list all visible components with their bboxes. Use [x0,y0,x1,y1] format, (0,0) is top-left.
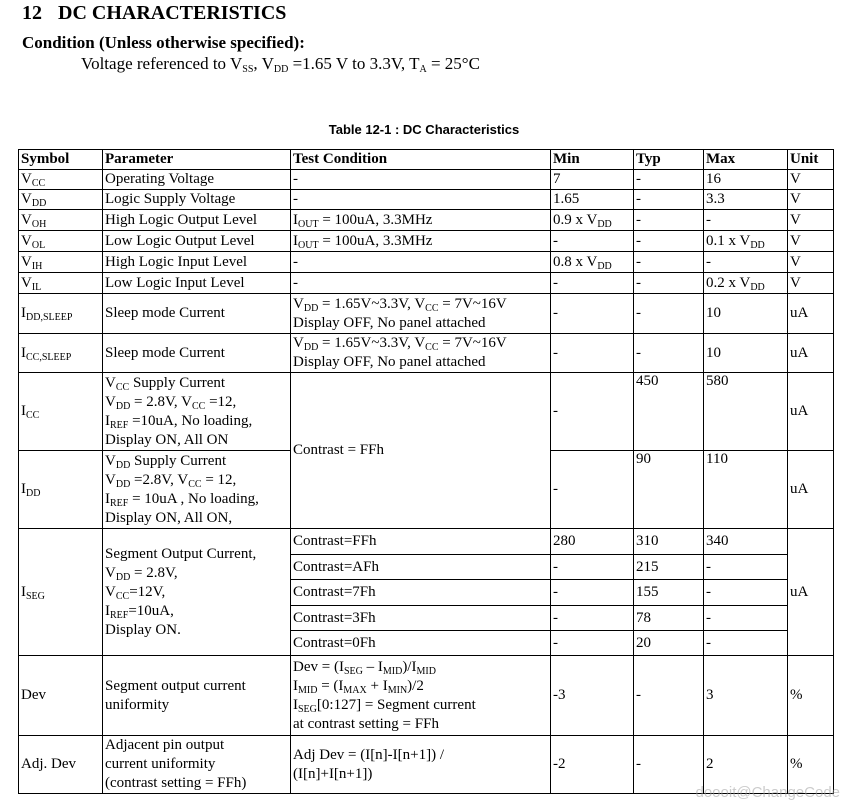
cell-min: - [551,294,634,334]
cell-symbol: $I_{DD,SLEEP}$ [19,294,103,334]
cell-symbol: $I_{DD}$ [19,451,103,529]
cell-parameter: Operating Voltage [103,170,291,190]
header-unit: Unit [788,150,834,170]
section-title: DC CHARACTERISTICS [58,2,287,24]
cell-condition: Adj Dev = (I[n]-I[n+1]) / (I[n]+I[n+1]) [291,736,551,794]
cell-typ: - [634,736,704,794]
cell-max: 10 [704,294,788,334]
table-caption: Table 12-1 : DC Characteristics [328,122,520,137]
cell-symbol: Dev [19,656,103,736]
cell-symbol: $I_{CC,SLEEP}$ [19,334,103,373]
table-header-row [19,150,834,170]
table-row-icc [19,373,834,451]
cell-symbol: Adj. Dev [19,736,103,794]
cell-unit: % [788,736,834,794]
table-row-vil [19,273,834,294]
cell-symbol: $V_{OH}$ [19,210,103,231]
cell-typ: 310 [634,529,704,555]
cell-unit: V [788,273,834,294]
cell-condition: $I_{OUT} = 100uA$, 3.3MHz [291,231,551,252]
header-symbol: Symbol [19,150,103,170]
cell-parameter: $V_{CC}$ Supply Current $V_{DD} = 2.8V$, $V_{CC} =12$, $I_{REF} =10uA$, No loading, Display ON, All ON [103,373,291,451]
cell-condition: Contrast=3Fh [291,606,551,631]
cell-max: 110 [704,451,788,529]
cell-parameter: Low Logic Output Level [103,231,291,252]
cell-min: 1.65 [551,190,634,210]
cell-max: - [704,252,788,273]
cell-typ: - [634,190,704,210]
cell-parameter: Segment output current uniformity [103,656,291,736]
cell-min: - [551,451,634,529]
cell-max: 340 [704,529,788,555]
cell-min: - [551,231,634,252]
cell-unit: V [788,210,834,231]
cell-unit: uA [788,529,834,656]
table-row-vdd [19,190,834,210]
cell-typ: - [634,273,704,294]
cell-unit: V [788,170,834,190]
cell-symbol: $V_{OL}$ [19,231,103,252]
cell-unit: uA [788,334,834,373]
cell-condition: - [291,273,551,294]
cell-parameter: Adjacent pin output current uniformity (contrast setting = FFh) [103,736,291,794]
cell-condition-contrast-shared: Contrast = FFh [291,373,551,529]
cell-typ: 90 [634,451,704,529]
cell-min: - [551,580,634,606]
cell-unit: % [788,656,834,736]
table-row-idd-sleep [19,294,834,334]
cell-parameter: High Logic Output Level [103,210,291,231]
header-test-condition: Test Condition [291,150,551,170]
cell-condition: Contrast=FFh [291,529,551,555]
cell-symbol: $I_{CC}$ [19,373,103,451]
cell-symbol: $V_{DD}$ [19,190,103,210]
cell-parameter: Sleep mode Current [103,334,291,373]
cell-min: 0.8 x $V_{DD}$ [551,252,634,273]
cell-typ: - [634,294,704,334]
cell-max: - [704,210,788,231]
header-parameter: Parameter [103,150,291,170]
cell-unit: V [788,231,834,252]
table-row-vol [19,231,834,252]
cell-condition: $V_{DD}$ = 1.65V~3.3V, $V_{CC}$ = 7V~16V Display OFF, No panel attached [291,294,551,334]
cell-symbol: $I_{SEG}$ [19,529,103,656]
cell-typ: - [634,252,704,273]
cell-max: 3.3 [704,190,788,210]
cell-condition: Contrast=7Fh [291,580,551,606]
cell-max: 16 [704,170,788,190]
cell-typ: 155 [634,580,704,606]
cell-unit: uA [788,451,834,529]
cell-typ: 215 [634,555,704,580]
cell-min: 280 [551,529,634,555]
cell-min: - [551,373,634,451]
cell-min: -3 [551,656,634,736]
cell-max: 10 [704,334,788,373]
cell-unit: uA [788,294,834,334]
cell-min: - [551,631,634,656]
cell-typ: - [634,170,704,190]
table-row-vih [19,252,834,273]
header-min: Min [551,150,634,170]
watermark: doooit@ChangeCode [695,784,840,801]
cell-condition: $V_{DD}$ = 1.65V~3.3V, $V_{CC}$ = 7V~16V Display OFF, No panel attached [291,334,551,373]
cell-typ: - [634,656,704,736]
header-typ: Typ [634,150,704,170]
cell-symbol: $V_{IH}$ [19,252,103,273]
cell-max: - [704,606,788,631]
cell-min: 7 [551,170,634,190]
cell-typ: - [634,210,704,231]
cell-max: 0.1 x $V_{DD}$ [704,231,788,252]
cell-min: - [551,555,634,580]
cell-parameter: High Logic Input Level [103,252,291,273]
cell-max: 3 [704,656,788,736]
cell-condition: - [291,190,551,210]
cell-min: -2 [551,736,634,794]
table-row-dev [19,656,834,736]
table-row-iseg [19,529,834,555]
cell-unit: V [788,190,834,210]
cell-max: - [704,580,788,606]
dc-characteristics-table [18,149,834,794]
cell-condition: Contrast=AFh [291,555,551,580]
cell-condition: Contrast=0Fh [291,631,551,656]
cell-typ: 20 [634,631,704,656]
cell-condition: - [291,170,551,190]
cell-max: - [704,631,788,656]
cell-min: - [551,273,634,294]
cell-parameter: $V_{DD}$ Supply Current $V_{DD} =2.8V$, $V_{CC} = 12$, $I_{REF} = 10uA$ , No loading, Display ON, All ON, [103,451,291,529]
table-row-icc-sleep [19,334,834,373]
cell-min: - [551,606,634,631]
cell-max: - [704,555,788,580]
cell-condition: Dev = $(I_{SEG} - I_{MID})/I_{MID}$ $I_{MID} = (I_{MAX} + I_{MIN})/2$ $I_{SEG}[0:127]$ = Segment current at contrast setting = FFh [291,656,551,736]
cell-symbol: $V_{CC}$ [19,170,103,190]
cell-typ: - [634,334,704,373]
cell-typ: 450 [634,373,704,451]
table-row-voh [19,210,834,231]
section-heading [22,2,286,25]
cell-max: 580 [704,373,788,451]
header-max: Max [704,150,788,170]
cell-condition: - [291,252,551,273]
cell-parameter: Sleep mode Current [103,294,291,334]
cell-min: - [551,334,634,373]
table-row-vcc [19,170,834,190]
cell-max: 0.2 x $V_{DD}$ [704,273,788,294]
cell-parameter: Low Logic Input Level [103,273,291,294]
cell-min: 0.9 x $V_{DD}$ [551,210,634,231]
cell-typ: - [634,231,704,252]
cell-parameter: Logic Supply Voltage [103,190,291,210]
cell-unit: V [788,252,834,273]
condition-label: Condition (Unless otherwise specified): [22,33,305,52]
cell-symbol: $V_{IL}$ [19,273,103,294]
cell-typ: 78 [634,606,704,631]
voltage-reference: Voltage referenced to $V_{SS}$, $V_{DD} =1.65$ V to 3.3V, $T_A = 25^\circ C$ [81,54,480,75]
cell-max: 2 [704,736,788,794]
section-number: 12 [22,2,42,24]
cell-condition: $I_{OUT} = 100uA$, 3.3MHz [291,210,551,231]
cell-parameter: Segment Output Current, $V_{DD} = 2.8V$, $V_{CC}=12V$, $I_{REF}=10uA$, Display ON. [103,529,291,656]
cell-unit: uA [788,373,834,451]
